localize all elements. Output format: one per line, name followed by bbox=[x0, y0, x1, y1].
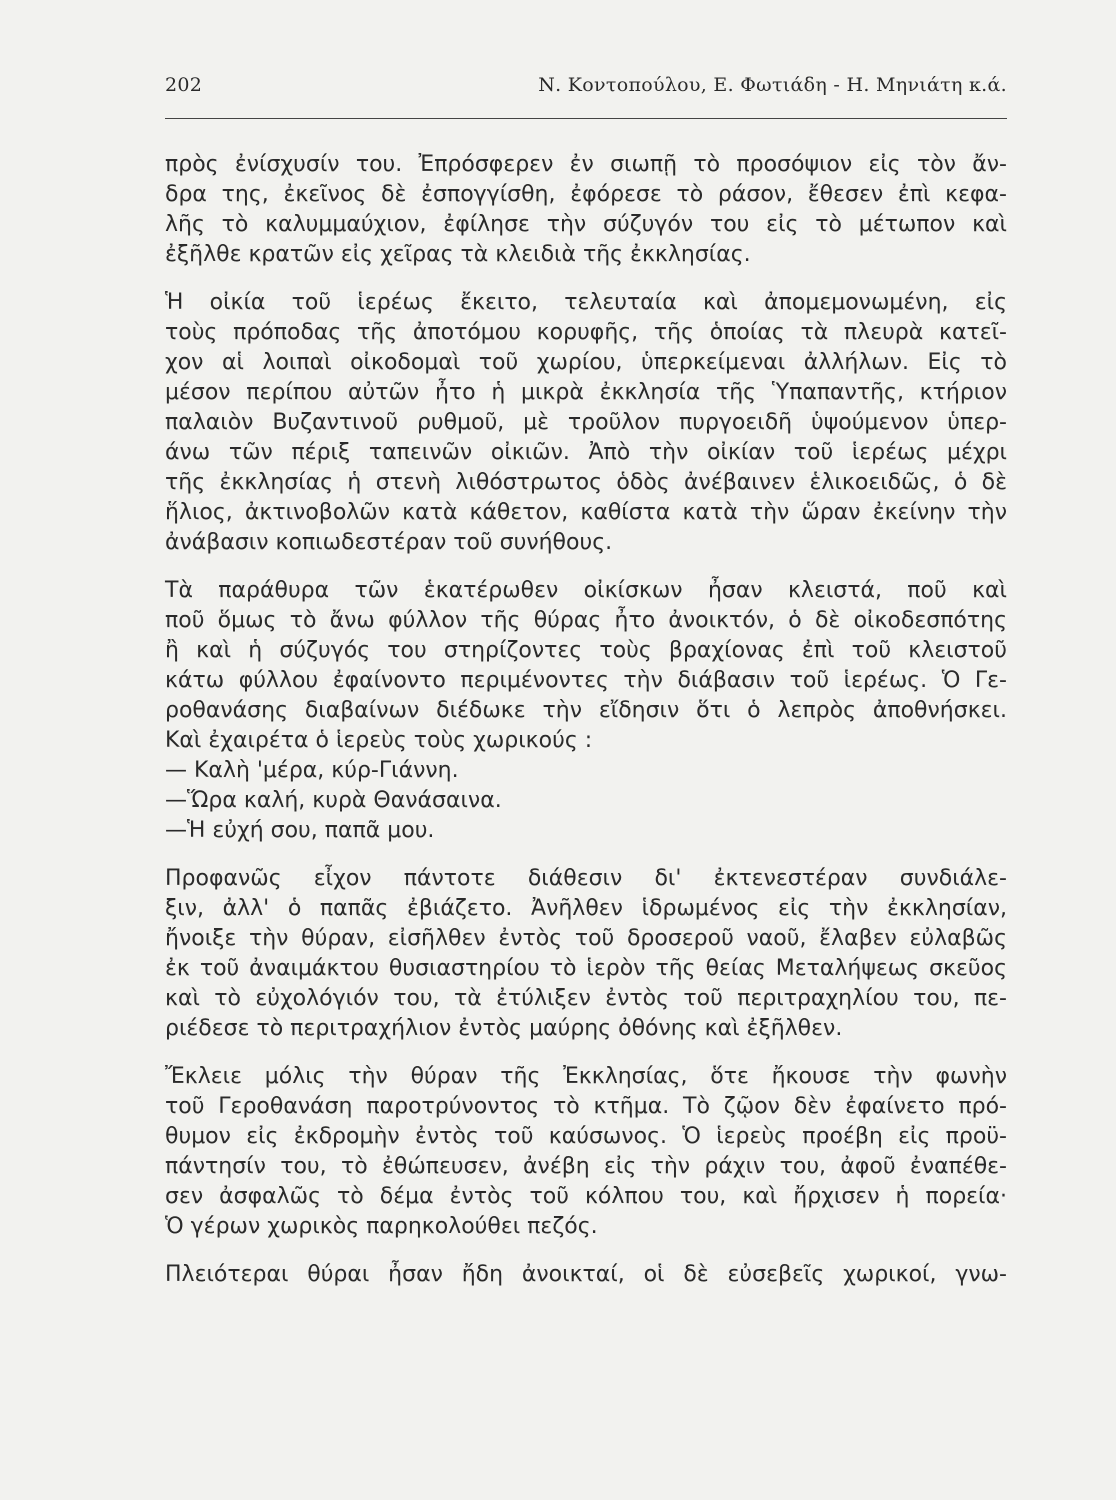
text-line: πρὸς ἐνίσχυσίν του. Ἐπρόσφερεν ἐν σιωπῇ τὸ προσόψιον εἰς τὸν ἄν- bbox=[165, 152, 1007, 177]
text-line: μέσον περίπου αὐτῶν ἦτο ἡ μικρὰ ἐκκλησία τῆς Ὑπαπαντῆς, κτήριον bbox=[165, 380, 1007, 405]
text-line: Πλειότεραι θύραι ἦσαν ἤδη ἀνοικταί, οἱ δὲ εὐσεβεῖς χωρικοί, γνω- bbox=[165, 1262, 1007, 1287]
text-line: ἀνάβασιν κοπιωδεστέραν τοῦ συνήθους. bbox=[165, 530, 613, 555]
text-line: τοῦ Γεροθανάση παροτρύνοντος τὸ κτῆμα. Τὸ ζῷον δὲν ἐφαίνετο πρό- bbox=[165, 1094, 1007, 1119]
text-line: σεν ἀσφαλῶς τὸ δέμα ἐντὸς τοῦ κόλπου του, καὶ ἤρχισεν ἡ πορεία· bbox=[165, 1184, 1007, 1209]
text-line: δρα της, ἐκεῖνος δὲ ἐσπογγίσθη, ἐφόρεσε τὸ ράσον, ἔθεσεν ἐπὶ κεφα- bbox=[165, 182, 1007, 207]
text-line: Καὶ ἐχαιρέτα ὁ ἱερεὺς τοὺς χωρικούς : bbox=[165, 728, 593, 753]
text-line: θυμον εἰς ἐκδρομὴν ἐντὸς τοῦ καύσωνος. Ὁ ἱερεὺς προέβη εἰς προϋ- bbox=[165, 1124, 1007, 1149]
text-line: Προφανῶς εἶχον πάντοτε διάθεσιν δι' ἐκτενεστέραν συνδιάλε- bbox=[165, 866, 1007, 891]
text-line: τοὺς πρόποδας τῆς ἀποτόμου κορυφῆς, τῆς ὁποίας τὰ πλευρὰ κατεῖ- bbox=[165, 320, 1007, 345]
paragraph bbox=[165, 786, 1007, 816]
text-line: —Ὥρα καλή, κυρὰ Θανάσαινα. bbox=[165, 788, 502, 813]
text-line: Ἡ οἰκία τοῦ ἱερέως ἔκειτο, τελευταία καὶ ἀπομεμονωμένη, εἰς bbox=[165, 290, 1007, 315]
text-line: ἐκ τοῦ ἀναιμάκτου θυσιαστηρίου τὸ ἱερὸν τῆς θείας Μεταλήψεως σκεῦος bbox=[165, 956, 1007, 981]
text-line: τῆς ἐκκλησίας ἡ στενὴ λιθόστρωτος ὁδὸς ἀνέβαινεν ἑλικοειδῶς, ὁ δὲ bbox=[165, 470, 1007, 495]
paragraph bbox=[165, 150, 1007, 270]
paragraph bbox=[165, 816, 1007, 846]
text-line: Ὁ γέρων χωρικὸς παρηκολούθει πεζός. bbox=[165, 1214, 598, 1239]
header-rule bbox=[165, 118, 1007, 119]
paragraph bbox=[165, 576, 1007, 756]
text-line: — Καλὴ 'μέρα, κύρ-Γιάννη. bbox=[165, 758, 459, 783]
page-number: 202 bbox=[165, 74, 203, 96]
paragraph bbox=[165, 1062, 1007, 1242]
text-line: ξιν, ἀλλ' ὁ παπᾶς ἐβιάζετο. Ἀνῆλθεν ἱδρωμένος εἰς τὴν ἐκκλησίαν, bbox=[165, 896, 1007, 921]
text-line: ἤνοιξε τὴν θύραν, εἰσῆλθεν ἐντὸς τοῦ δροσεροῦ ναοῦ, ἔλαβεν εὐλαβῶς bbox=[165, 926, 1007, 951]
text-line: —Ἡ εὐχή σου, παπᾶ μου. bbox=[165, 818, 435, 843]
text-line: ἐξῆλθε κρατῶν εἰς χεῖρας τὰ κλειδιὰ τῆς ἐκκλησίας. bbox=[165, 242, 751, 267]
text-line: πάντησίν του, τὸ ἐθώπευσεν, ἀνέβη εἰς τὴν ράχιν του, ἀφοῦ ἐναπέθε- bbox=[165, 1154, 1007, 1179]
text-line: ριέδεσε τὸ περιτραχήλιον ἐντὸς μαύρης ὀθόνης καὶ ἐξῆλθεν. bbox=[165, 1016, 843, 1041]
text-line: Τὰ παράθυρα τῶν ἑκατέρωθεν οἰκίσκων ἦσαν κλειστά, ποῦ καὶ bbox=[165, 578, 1007, 603]
running-head-authors: Ν. Κοντοπούλου, Ε. Φωτιάδη - Η. Μηνιάτη κ.ά. bbox=[538, 74, 1007, 96]
text-line: ποῦ ὅμως τὸ ἄνω φύλλον τῆς θύρας ἦτο ἀνοικτόν, ὁ δὲ οἰκοδεσπότης bbox=[165, 608, 1007, 633]
text-line: ἢ καὶ ἡ σύζυγός του στηρίζοντες τοὺς βραχίονας ἐπὶ τοῦ κλειστοῦ bbox=[165, 638, 1007, 663]
text-line: καὶ τὸ εὐχολόγιόν του, τὰ ἐτύλιξεν ἐντὸς τοῦ περιτραχηλίου του, πε- bbox=[165, 986, 1007, 1011]
body-text bbox=[165, 150, 1007, 1290]
text-line: άνω τῶν πέριξ ταπεινῶν οἰκιῶν. Ἀπὸ τὴν οἰκίαν τοῦ ἱερέως μέχρι bbox=[165, 440, 1007, 465]
text-line: χον αἱ λοιπαὶ οἰκοδομαὶ τοῦ χωρίου, ὑπερκείμεναι ἀλλήλων. Εἰς τὸ bbox=[165, 350, 1007, 375]
running-head bbox=[165, 74, 1007, 110]
text-line: ἥλιος, ἀκτινοβολῶν κατὰ κάθετον, καθίστα κατὰ τὴν ὥραν ἐκείνην τὴν bbox=[165, 500, 1007, 525]
text-line: παλαιὸν Βυζαντινοῦ ρυθμοῦ, μὲ τροῦλον πυργοειδῆ ὑψούμενον ὑπερ- bbox=[165, 410, 1007, 435]
text-line: Ἔκλειε μόλις τὴν θύραν τῆς Ἐκκλησίας, ὅτε ἤκουσε τὴν φωνὴν bbox=[165, 1064, 1007, 1089]
paragraph bbox=[165, 864, 1007, 1044]
text-line: κάτω φύλλου ἐφαίνοντο περιμένοντες τὴν διάβασιν τοῦ ἱερέως. Ὁ Γε- bbox=[165, 668, 1007, 693]
text-line: λῆς τὸ καλυμμαύχιον, ἐφίλησε τὴν σύζυγόν του εἰς τὸ μέτωπον καὶ bbox=[165, 212, 1007, 237]
paragraph bbox=[165, 1260, 1007, 1290]
text-line: ροθανάσης διαβαίνων διέδωκε τὴν εἴδησιν ὅτι ὁ λεπρὸς ἀποθνήσκει. bbox=[165, 698, 1007, 723]
paragraph bbox=[165, 288, 1007, 558]
paragraph bbox=[165, 756, 1007, 786]
